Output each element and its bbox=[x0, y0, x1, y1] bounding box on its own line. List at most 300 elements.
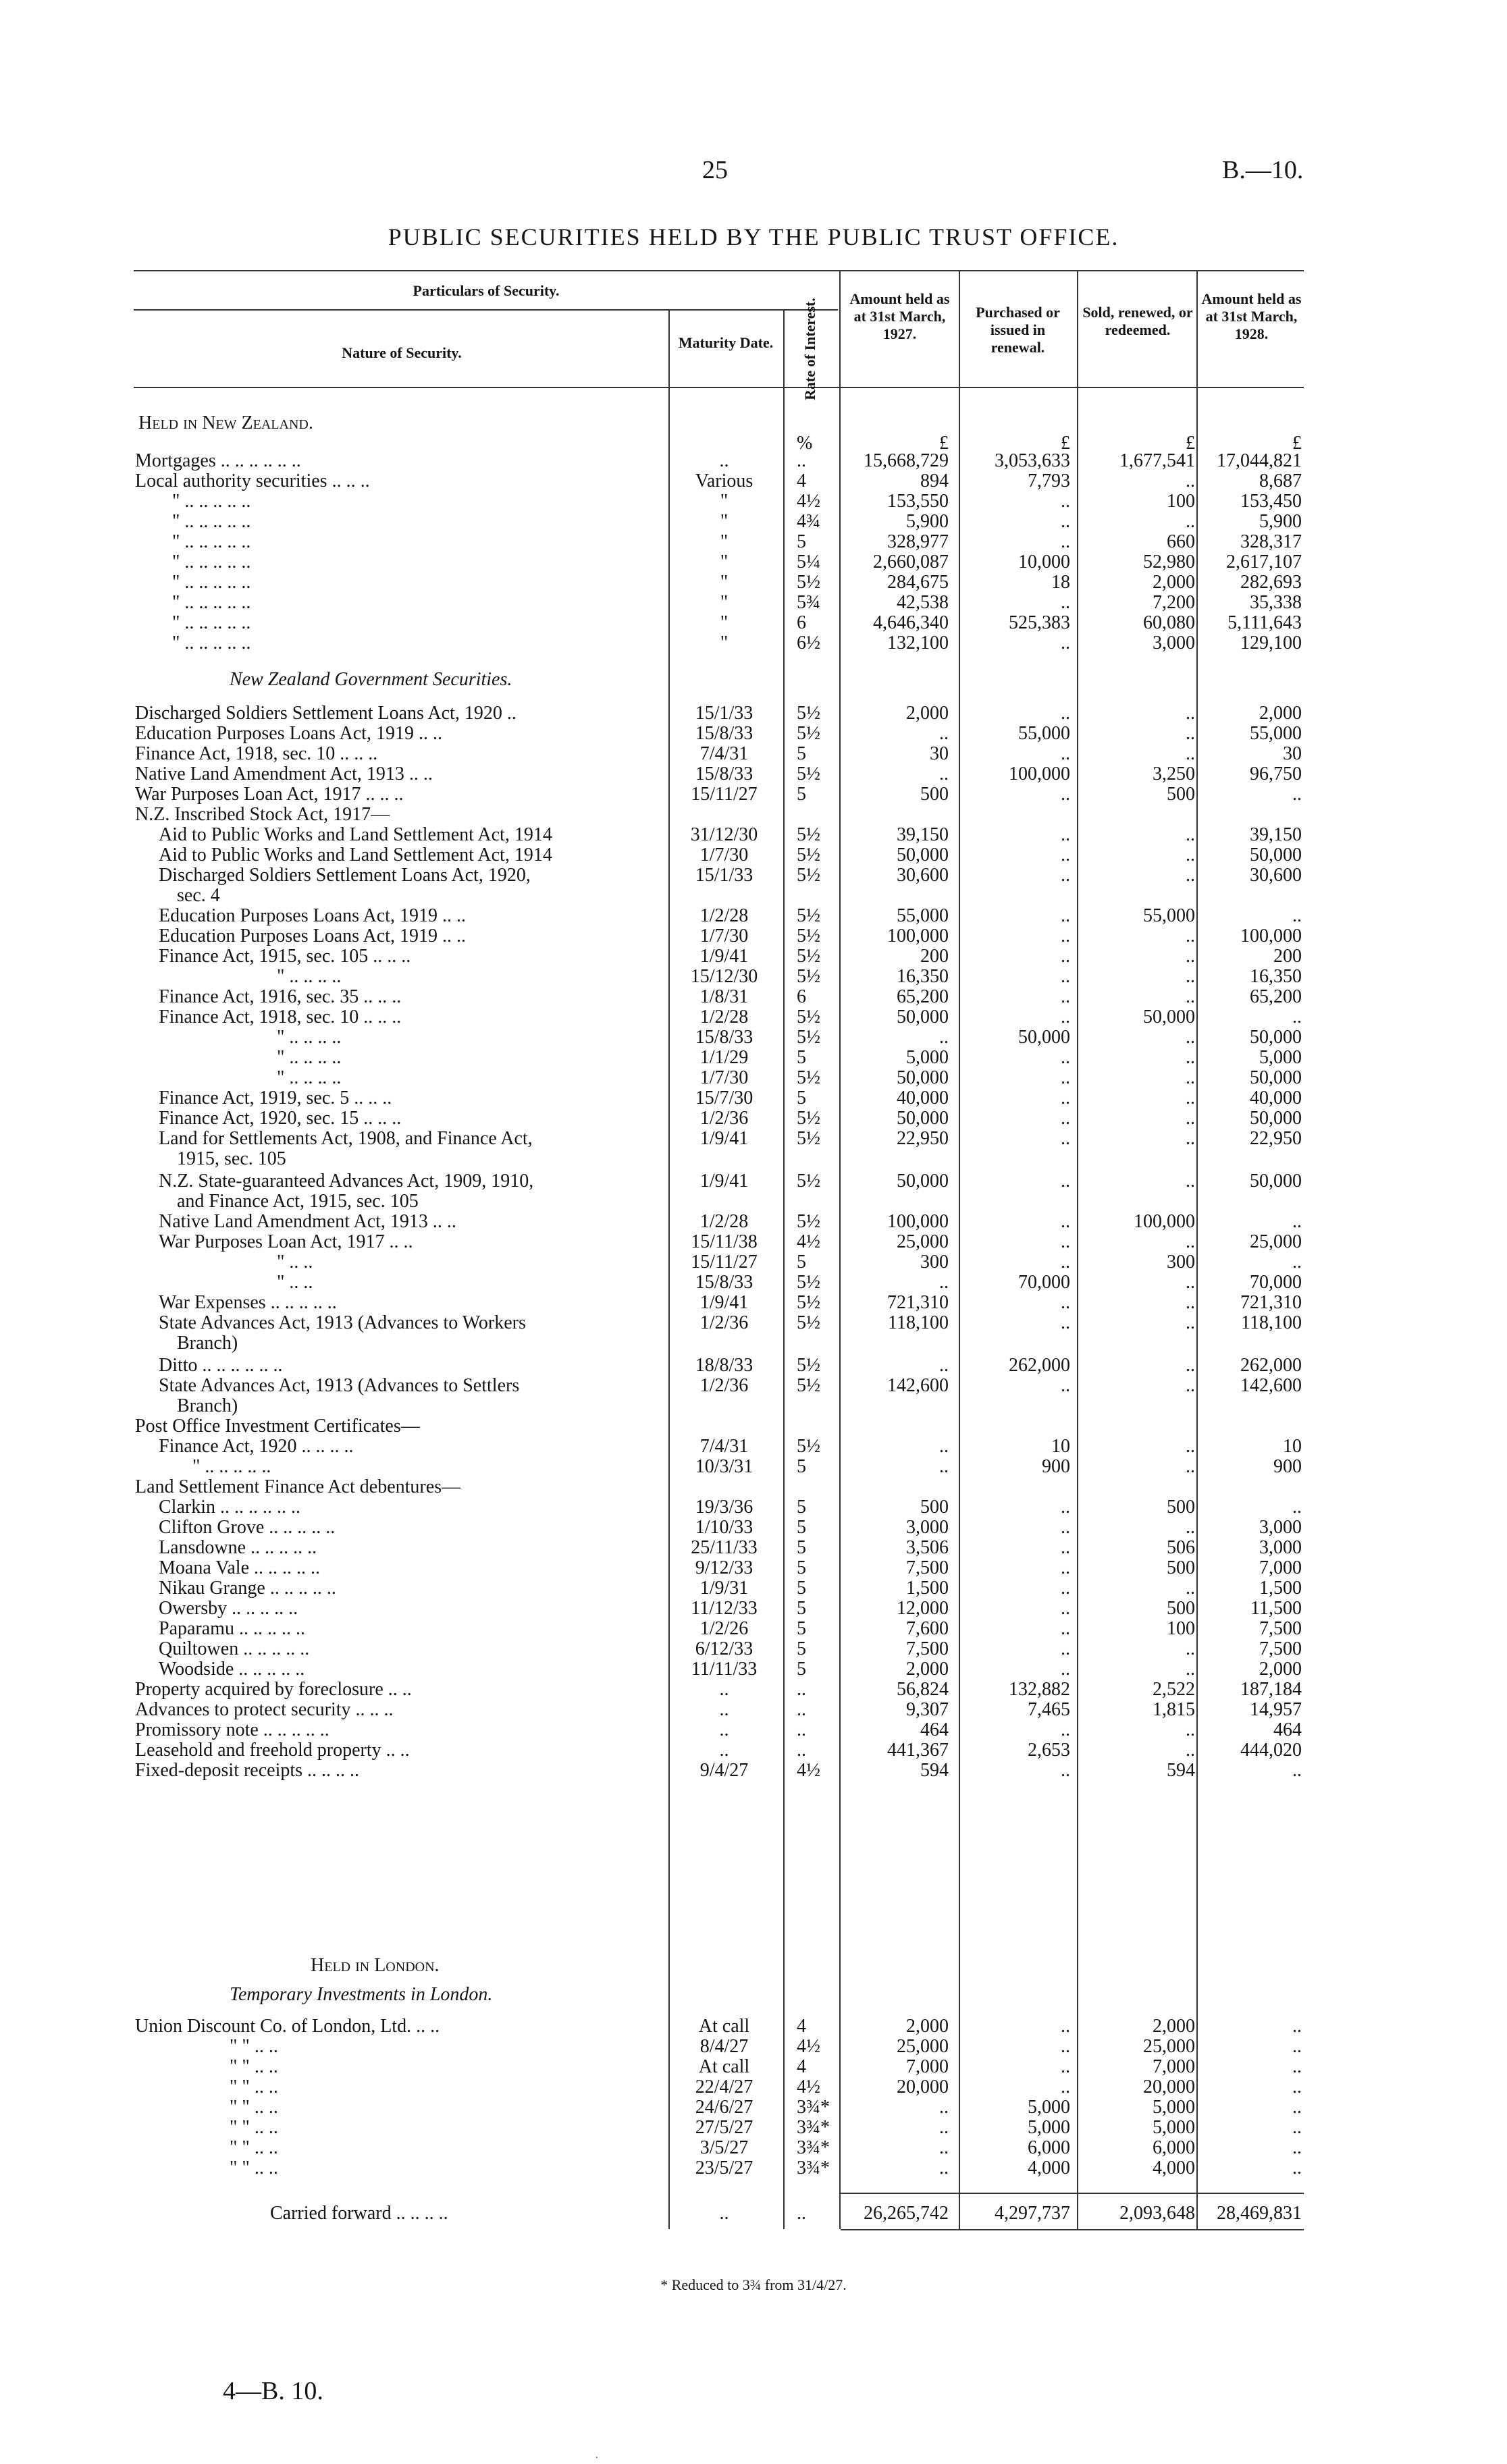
amount-held-1927: 30,600 bbox=[897, 865, 949, 886]
sold-amount: .. bbox=[1186, 1128, 1195, 1149]
sold-amount: 60,080 bbox=[1143, 612, 1195, 633]
amount-held-1927: 200 bbox=[920, 946, 949, 967]
sold-amount: 1,815 bbox=[1153, 1699, 1195, 1720]
purchased-amount: .. bbox=[1061, 1171, 1070, 1191]
amount-held-1928: 55,000 bbox=[1250, 723, 1302, 744]
maturity-date: " bbox=[720, 491, 729, 512]
table-row bbox=[0, 1210, 1507, 1233]
purchased-amount: .. bbox=[1061, 946, 1070, 967]
sold-amount: .. bbox=[1186, 1456, 1195, 1477]
table-row bbox=[0, 1170, 1507, 1193]
interest-rate: 6 bbox=[797, 986, 806, 1007]
table-row bbox=[0, 632, 1507, 655]
sold-amount: .. bbox=[1186, 1375, 1195, 1396]
sold-amount: 2,093,648 bbox=[1119, 2203, 1195, 2224]
maturity-date: 15/12/30 bbox=[690, 966, 758, 987]
sold-amount: 7,200 bbox=[1153, 592, 1195, 613]
table-row bbox=[0, 1557, 1507, 1580]
table-row bbox=[0, 1739, 1507, 1762]
amount-held-1928: .. bbox=[1292, 1007, 1302, 1027]
amount-held-1928: 17,044,821 bbox=[1217, 450, 1302, 471]
security-name: N.Z. State-guaranteed Advances Act, 1909, 1910, bbox=[159, 1171, 534, 1191]
table-row bbox=[0, 1759, 1507, 1782]
security-name: " " .. .. bbox=[230, 2158, 278, 2178]
maturity-date: 1/9/41 bbox=[699, 1171, 749, 1191]
interest-rate: 5½ bbox=[797, 926, 820, 946]
security-name: State Advances Act, 1913 (Advances to Settlers bbox=[159, 1375, 520, 1396]
maturity-date: 15/1/33 bbox=[695, 865, 754, 886]
interest-rate: 5½ bbox=[797, 966, 820, 987]
purchased-amount: 262,000 bbox=[1009, 1355, 1070, 1376]
sold-amount: 7,000 bbox=[1153, 2056, 1195, 2077]
table-row bbox=[0, 591, 1507, 614]
interest-rate: 4 bbox=[797, 2056, 806, 2077]
security-name: Finance Act, 1916, sec. 35 .. .. .. bbox=[159, 986, 402, 1007]
table-row bbox=[0, 1271, 1507, 1294]
security-name: War Purposes Loan Act, 1917 .. .. bbox=[159, 1231, 413, 1252]
maturity-date: 15/8/33 bbox=[695, 723, 754, 744]
security-name: " .. .. .. .. .. bbox=[172, 491, 251, 512]
security-name: Fixed-deposit receipts .. .. .. .. bbox=[135, 1760, 360, 1781]
purchased-amount: 55,000 bbox=[1018, 723, 1070, 744]
amount-held-1928: 721,310 bbox=[1240, 1292, 1302, 1313]
amount-held-1927: 55,000 bbox=[897, 905, 949, 926]
sold-amount: 6,000 bbox=[1153, 2137, 1195, 2158]
sold-amount: .. bbox=[1186, 1272, 1195, 1293]
interest-rate: 5½ bbox=[797, 845, 820, 865]
sold-amount: 3,000 bbox=[1153, 633, 1195, 653]
maturity-date: At call bbox=[698, 2016, 750, 2037]
amount-held-1927: 3,000 bbox=[906, 1517, 949, 1538]
amount-held-1927: 15,668,729 bbox=[864, 450, 949, 471]
amount-held-1928: 282,693 bbox=[1240, 572, 1302, 593]
amount-held-1928: 50,000 bbox=[1250, 1171, 1302, 1191]
sold-amount: 50,000 bbox=[1143, 1007, 1195, 1027]
amount-held-1927: .. bbox=[939, 723, 949, 744]
amount-held-1927: 26,265,742 bbox=[864, 2203, 949, 2224]
security-name: Branch) bbox=[177, 1333, 238, 1354]
interest-rate: 5 bbox=[797, 784, 806, 805]
amount-held-1927: 2,000 bbox=[906, 703, 949, 724]
interest-rate: .. bbox=[797, 1679, 806, 1700]
amount-held-1928: .. bbox=[1292, 905, 1302, 926]
sold-amount: 500 bbox=[1167, 1598, 1195, 1619]
security-name: Mortgages .. .. .. .. .. .. bbox=[135, 450, 301, 471]
page-title: PUBLIC SECURITIES HELD BY THE PUBLIC TRUST OFFICE. bbox=[388, 223, 1119, 250]
amount-held-1927: .. bbox=[939, 764, 949, 784]
purchased-amount: .. bbox=[1061, 966, 1070, 987]
purchased-amount: 2,653 bbox=[1028, 1740, 1070, 1761]
maturity-date: 1/10/33 bbox=[695, 1517, 754, 1538]
table-row bbox=[0, 1698, 1507, 1721]
interest-rate: .. bbox=[797, 1740, 806, 1761]
table-row bbox=[0, 2015, 1507, 2038]
security-name: Finance Act, 1919, sec. 5 .. .. .. bbox=[159, 1088, 392, 1108]
sold-amount: 660 bbox=[1167, 531, 1195, 552]
interest-rate: 5 bbox=[797, 1252, 806, 1273]
security-name: " .. .. .. .. .. bbox=[172, 552, 251, 572]
security-name: State Advances Act, 1913 (Advances to Workers bbox=[159, 1312, 526, 1333]
amount-held-1928: 3,000 bbox=[1259, 1517, 1302, 1538]
amount-held-1927: 42,538 bbox=[897, 592, 949, 613]
amount-held-1928: 3,000 bbox=[1259, 1537, 1302, 1558]
security-name: Woodside .. .. .. .. .. bbox=[159, 1659, 305, 1680]
purchased-amount: .. bbox=[1061, 1108, 1070, 1129]
security-name: sec. 4 bbox=[177, 885, 220, 906]
header-nature: Nature of Security. bbox=[342, 344, 462, 361]
sold-amount: £ bbox=[1186, 433, 1195, 454]
amount-held-1927: 500 bbox=[920, 784, 949, 805]
purchased-amount: .. bbox=[1061, 1537, 1070, 1558]
maturity-date: 7/4/31 bbox=[699, 1436, 749, 1457]
amount-held-1927: 464 bbox=[920, 1719, 949, 1740]
amount-held-1928: 14,957 bbox=[1250, 1699, 1302, 1720]
amount-held-1928: .. bbox=[1292, 2077, 1302, 2097]
table-row bbox=[0, 510, 1507, 533]
table-row bbox=[0, 1597, 1507, 1620]
amount-held-1927: 441,367 bbox=[887, 1740, 949, 1761]
amount-held-1927: 7,500 bbox=[906, 1557, 949, 1578]
sold-amount: .. bbox=[1186, 946, 1195, 967]
amount-held-1928: 1,500 bbox=[1259, 1578, 1302, 1599]
table-row bbox=[0, 1415, 1507, 1438]
header-held-1928: Amount held as at 31st March, 1928. bbox=[1201, 290, 1302, 342]
amount-held-1928: 2,000 bbox=[1259, 1659, 1302, 1680]
security-name: " " .. .. bbox=[230, 2097, 278, 2118]
amount-held-1928: 5,111,643 bbox=[1227, 612, 1302, 633]
security-name: Native Land Amendment Act, 1913 .. .. bbox=[159, 1211, 456, 1232]
amount-held-1927: 50,000 bbox=[897, 1007, 949, 1027]
security-name: Clarkin .. .. .. .. .. .. bbox=[159, 1497, 300, 1518]
sold-amount: 100 bbox=[1167, 491, 1195, 512]
sold-amount: .. bbox=[1186, 865, 1195, 886]
table-row bbox=[0, 1332, 1507, 1355]
sold-amount: .. bbox=[1186, 511, 1195, 532]
security-name: Promissory note .. .. .. .. .. bbox=[135, 1719, 329, 1740]
amount-held-1928: .. bbox=[1292, 2097, 1302, 2118]
purchased-amount: .. bbox=[1061, 865, 1070, 886]
security-name: Nikau Grange .. .. .. .. .. bbox=[159, 1578, 336, 1599]
amount-held-1927: 56,824 bbox=[897, 1679, 949, 1700]
purchased-amount: .. bbox=[1061, 1252, 1070, 1273]
table-row bbox=[0, 1678, 1507, 1701]
amount-held-1927: .. bbox=[939, 1027, 949, 1048]
maturity-date: 1/9/41 bbox=[699, 1292, 749, 1313]
purchased-amount: .. bbox=[1061, 1638, 1070, 1659]
security-name: Leasehold and freehold property .. .. bbox=[135, 1740, 410, 1761]
amount-held-1928: 328,317 bbox=[1240, 531, 1302, 552]
maturity-date: Various bbox=[695, 471, 754, 491]
amount-held-1928: 2,617,107 bbox=[1226, 552, 1302, 572]
amount-held-1928: 129,100 bbox=[1240, 633, 1302, 653]
maturity-date: 25/11/33 bbox=[691, 1537, 758, 1558]
page-number: 25 bbox=[702, 156, 728, 184]
maturity-date: 1/7/30 bbox=[699, 845, 749, 865]
table-row bbox=[0, 986, 1507, 1009]
header-rate: Rate of Interest. bbox=[801, 298, 818, 400]
security-name: and Finance Act, 1915, sec. 105 bbox=[177, 1191, 419, 1212]
interest-rate: 5 bbox=[797, 1088, 806, 1108]
table-row bbox=[0, 1617, 1507, 1640]
maturity-date: 1/1/29 bbox=[699, 1047, 749, 1068]
amount-held-1927: £ bbox=[939, 433, 949, 454]
maturity-date: 9/4/27 bbox=[699, 1760, 749, 1781]
amount-held-1927: .. bbox=[939, 2117, 949, 2138]
maturity-date: 15/11/38 bbox=[691, 1231, 758, 1252]
purchased-amount: .. bbox=[1061, 824, 1070, 845]
table-row bbox=[0, 2035, 1507, 2058]
security-name: Local authority securities .. .. .. bbox=[135, 471, 370, 491]
interest-rate: 5 bbox=[797, 1537, 806, 1558]
sold-amount: .. bbox=[1186, 824, 1195, 845]
sold-amount: 2,522 bbox=[1153, 1679, 1195, 1700]
sold-amount: 2,000 bbox=[1153, 572, 1195, 593]
amount-held-1927: .. bbox=[939, 1272, 949, 1293]
amount-held-1928: 50,000 bbox=[1250, 1027, 1302, 1048]
amount-held-1927: 1,500 bbox=[906, 1578, 949, 1599]
purchased-amount: .. bbox=[1061, 703, 1070, 724]
interest-rate: 5½ bbox=[797, 703, 820, 724]
security-name: Held in New Zealand. bbox=[138, 412, 313, 433]
sold-amount: 2,000 bbox=[1153, 2016, 1195, 2037]
amount-held-1927: 25,000 bbox=[897, 1231, 949, 1252]
sold-amount: .. bbox=[1186, 1027, 1195, 1048]
interest-rate: 3¾* bbox=[797, 2158, 830, 2178]
table-row bbox=[0, 763, 1507, 786]
table-row bbox=[0, 844, 1507, 867]
table-row bbox=[0, 1190, 1507, 1213]
table-row bbox=[0, 531, 1507, 554]
amount-held-1928: 16,350 bbox=[1250, 966, 1302, 987]
maturity-date: 15/1/33 bbox=[695, 703, 754, 724]
table-row bbox=[0, 1251, 1507, 1274]
table-row bbox=[0, 1455, 1507, 1478]
amount-held-1927: 20,000 bbox=[897, 2077, 949, 2097]
security-name: War Expenses .. .. .. .. .. bbox=[159, 1292, 337, 1313]
purchased-amount: .. bbox=[1061, 743, 1070, 764]
amount-held-1928: .. bbox=[1292, 1211, 1302, 1232]
maturity-date: 1/9/31 bbox=[699, 1578, 749, 1599]
interest-rate: 5 bbox=[797, 1497, 806, 1518]
security-name: " " .. .. bbox=[230, 2117, 278, 2138]
table-row bbox=[0, 1006, 1507, 1029]
purchased-amount: 5,000 bbox=[1028, 2117, 1070, 2138]
purchased-amount: .. bbox=[1061, 2077, 1070, 2097]
purchased-amount: 18 bbox=[1051, 572, 1070, 593]
amount-held-1928: 900 bbox=[1273, 1456, 1302, 1477]
interest-rate: % bbox=[797, 433, 813, 454]
interest-rate: 5½ bbox=[797, 1272, 820, 1293]
header-particulars: Particulars of Security. bbox=[413, 282, 560, 299]
security-name: Moana Vale .. .. .. .. .. bbox=[159, 1557, 320, 1578]
header-bottom-rule bbox=[134, 387, 1304, 388]
security-name: " .. .. .. .. bbox=[277, 966, 342, 987]
header-purchased: Purchased or issued in renewal. bbox=[976, 304, 1060, 356]
amount-held-1927: 7,500 bbox=[906, 1638, 949, 1659]
security-name: Temporary Investments in London. bbox=[230, 1984, 493, 2005]
interest-rate: 5½ bbox=[797, 905, 820, 926]
table-row bbox=[0, 1046, 1507, 1069]
interest-rate: 5 bbox=[797, 1578, 806, 1599]
amount-held-1927: 894 bbox=[920, 471, 949, 491]
interest-rate: 5¾ bbox=[797, 592, 820, 613]
sold-amount: 1,677,541 bbox=[1119, 450, 1195, 471]
purchased-amount: .. bbox=[1061, 784, 1070, 805]
purchased-amount: .. bbox=[1061, 1375, 1070, 1396]
table-row bbox=[0, 1231, 1507, 1254]
amount-held-1928: .. bbox=[1292, 784, 1302, 805]
table-row bbox=[0, 1577, 1507, 1600]
table-row bbox=[0, 2076, 1507, 2099]
interest-rate: 4 bbox=[797, 471, 806, 491]
amount-held-1927: 50,000 bbox=[897, 1108, 949, 1129]
sold-amount: 20,000 bbox=[1143, 2077, 1195, 2097]
amount-held-1928: 70,000 bbox=[1250, 1272, 1302, 1293]
interest-rate: 5 bbox=[797, 1659, 806, 1680]
security-name: Land for Settlements Act, 1908, and Finance Act, bbox=[159, 1128, 533, 1149]
sold-amount: .. bbox=[1186, 471, 1195, 491]
amount-held-1927: 16,350 bbox=[897, 966, 949, 987]
security-name: " .. .. .. .. bbox=[277, 1027, 342, 1048]
amount-held-1928: 7,000 bbox=[1259, 1557, 1302, 1578]
security-name: Aid to Public Works and Land Settlement Act, 1914 bbox=[159, 824, 552, 845]
interest-rate: 4½ bbox=[797, 2036, 820, 2057]
security-name: " .. .. .. .. .. bbox=[172, 511, 251, 532]
table-row bbox=[0, 945, 1507, 968]
security-name: War Purposes Loan Act, 1917 .. .. .. bbox=[135, 784, 404, 805]
amount-held-1928: 28,469,831 bbox=[1217, 2203, 1302, 2224]
maturity-date: " bbox=[720, 511, 729, 532]
security-name: Education Purposes Loans Act, 1919 .. .. bbox=[135, 723, 442, 744]
purchased-amount: .. bbox=[1061, 1618, 1070, 1639]
purchased-amount: .. bbox=[1061, 1719, 1070, 1740]
purchased-amount: 525,383 bbox=[1009, 612, 1070, 633]
maturity-date: 22/4/27 bbox=[695, 2077, 754, 2097]
amount-held-1927: .. bbox=[939, 2158, 949, 2178]
sold-amount: .. bbox=[1186, 1436, 1195, 1457]
amount-held-1927: 50,000 bbox=[897, 1067, 949, 1088]
amount-held-1928: 39,150 bbox=[1250, 824, 1302, 845]
interest-rate: 4½ bbox=[797, 1231, 820, 1252]
amount-held-1928: .. bbox=[1292, 2016, 1302, 2037]
purchased-amount: 50,000 bbox=[1018, 1027, 1070, 1048]
table-row bbox=[0, 1026, 1507, 1049]
maturity-date: 31/12/30 bbox=[690, 824, 758, 845]
table-row bbox=[0, 1476, 1507, 1499]
interest-rate: 5½ bbox=[797, 1292, 820, 1313]
amount-held-1927: 2,660,087 bbox=[873, 552, 949, 572]
sold-amount: .. bbox=[1186, 926, 1195, 946]
amount-held-1928: 7,500 bbox=[1259, 1618, 1302, 1639]
amount-held-1927: 40,000 bbox=[897, 1088, 949, 1108]
table-row bbox=[0, 2137, 1507, 2160]
amount-held-1927: .. bbox=[939, 2137, 949, 2158]
interest-rate: .. bbox=[797, 450, 806, 471]
amount-held-1928: £ bbox=[1292, 433, 1302, 454]
maturity-date: " bbox=[720, 572, 729, 593]
maturity-date: " bbox=[720, 531, 729, 552]
amount-held-1927: 5,900 bbox=[906, 511, 949, 532]
purchased-amount: .. bbox=[1061, 2036, 1070, 2057]
sold-amount: .. bbox=[1186, 845, 1195, 865]
security-name: Education Purposes Loans Act, 1919 .. .. bbox=[159, 905, 466, 926]
table-row bbox=[0, 1983, 1507, 2006]
maturity-date: .. bbox=[719, 1740, 729, 1761]
maturity-date: 11/11/33 bbox=[691, 1659, 758, 1680]
maturity-date: 15/7/30 bbox=[695, 1088, 754, 1108]
purchased-amount: 6,000 bbox=[1028, 2137, 1070, 2158]
security-name: Education Purposes Loans Act, 1919 .. .. bbox=[159, 926, 466, 946]
maturity-date: .. bbox=[719, 450, 729, 471]
maturity-date: 1/2/28 bbox=[699, 905, 749, 926]
purchased-amount: .. bbox=[1061, 1497, 1070, 1518]
table-row bbox=[0, 1312, 1507, 1335]
table-row bbox=[0, 884, 1507, 907]
purchased-amount: .. bbox=[1061, 1517, 1070, 1538]
sold-amount: 500 bbox=[1167, 784, 1195, 805]
interest-rate: 5 bbox=[797, 1598, 806, 1619]
table-row bbox=[0, 450, 1507, 473]
maturity-date: 1/9/41 bbox=[699, 1128, 749, 1149]
amount-held-1927: 7,000 bbox=[906, 2056, 949, 2077]
security-name: " .. .. .. .. bbox=[277, 1047, 342, 1068]
amount-held-1928: 10 bbox=[1283, 1436, 1302, 1457]
table-row bbox=[0, 1087, 1507, 1110]
amount-held-1928: 464 bbox=[1273, 1719, 1302, 1740]
maturity-date: 1/9/41 bbox=[699, 946, 749, 967]
amount-held-1928: 96,750 bbox=[1250, 764, 1302, 784]
amount-held-1928: 50,000 bbox=[1250, 845, 1302, 865]
security-name: Advances to protect security .. .. .. bbox=[135, 1699, 394, 1720]
security-name: " .. .. .. .. bbox=[277, 1067, 342, 1088]
amount-held-1927: 100,000 bbox=[887, 1211, 949, 1232]
maturity-date: 19/3/36 bbox=[695, 1497, 754, 1518]
security-name: Paparamu .. .. .. .. .. bbox=[159, 1618, 305, 1639]
interest-rate: 5½ bbox=[797, 1027, 820, 1048]
sold-amount: 3,250 bbox=[1153, 764, 1195, 784]
amount-held-1928: 30 bbox=[1283, 743, 1302, 764]
interest-rate: .. bbox=[797, 1719, 806, 1740]
maturity-date: 15/11/27 bbox=[691, 784, 758, 805]
interest-rate: 6 bbox=[797, 612, 806, 633]
table-row bbox=[0, 490, 1507, 513]
security-name: Union Discount Co. of London, Ltd. .. .. bbox=[135, 2016, 440, 2037]
sold-amount: 500 bbox=[1167, 1557, 1195, 1578]
interest-rate: 5½ bbox=[797, 1375, 820, 1396]
amount-held-1928: .. bbox=[1292, 1760, 1302, 1781]
interest-rate: 4½ bbox=[797, 1760, 820, 1781]
security-name: " " .. .. bbox=[230, 2077, 278, 2097]
amount-held-1928: .. bbox=[1292, 2137, 1302, 2158]
purchased-amount: 7,465 bbox=[1028, 1699, 1070, 1720]
security-name: Finance Act, 1918, sec. 10 .. .. .. bbox=[159, 1007, 402, 1027]
purchased-amount: .. bbox=[1061, 1659, 1070, 1680]
amount-held-1927: 25,000 bbox=[897, 2036, 949, 2057]
amount-held-1928: .. bbox=[1292, 2158, 1302, 2178]
purchased-amount: .. bbox=[1061, 845, 1070, 865]
maturity-date: 1/8/31 bbox=[699, 986, 749, 1007]
interest-rate: 5 bbox=[797, 1638, 806, 1659]
table-row bbox=[0, 1516, 1507, 1539]
table-row bbox=[0, 1719, 1507, 1742]
maturity-date: 8/4/27 bbox=[699, 2036, 749, 2057]
sold-amount: .. bbox=[1186, 743, 1195, 764]
sold-amount: 100 bbox=[1167, 1618, 1195, 1639]
sold-amount: .. bbox=[1186, 1231, 1195, 1252]
purchased-amount: .. bbox=[1061, 2016, 1070, 2037]
table-row bbox=[0, 1395, 1507, 1418]
maturity-date: 15/11/27 bbox=[691, 1252, 758, 1273]
